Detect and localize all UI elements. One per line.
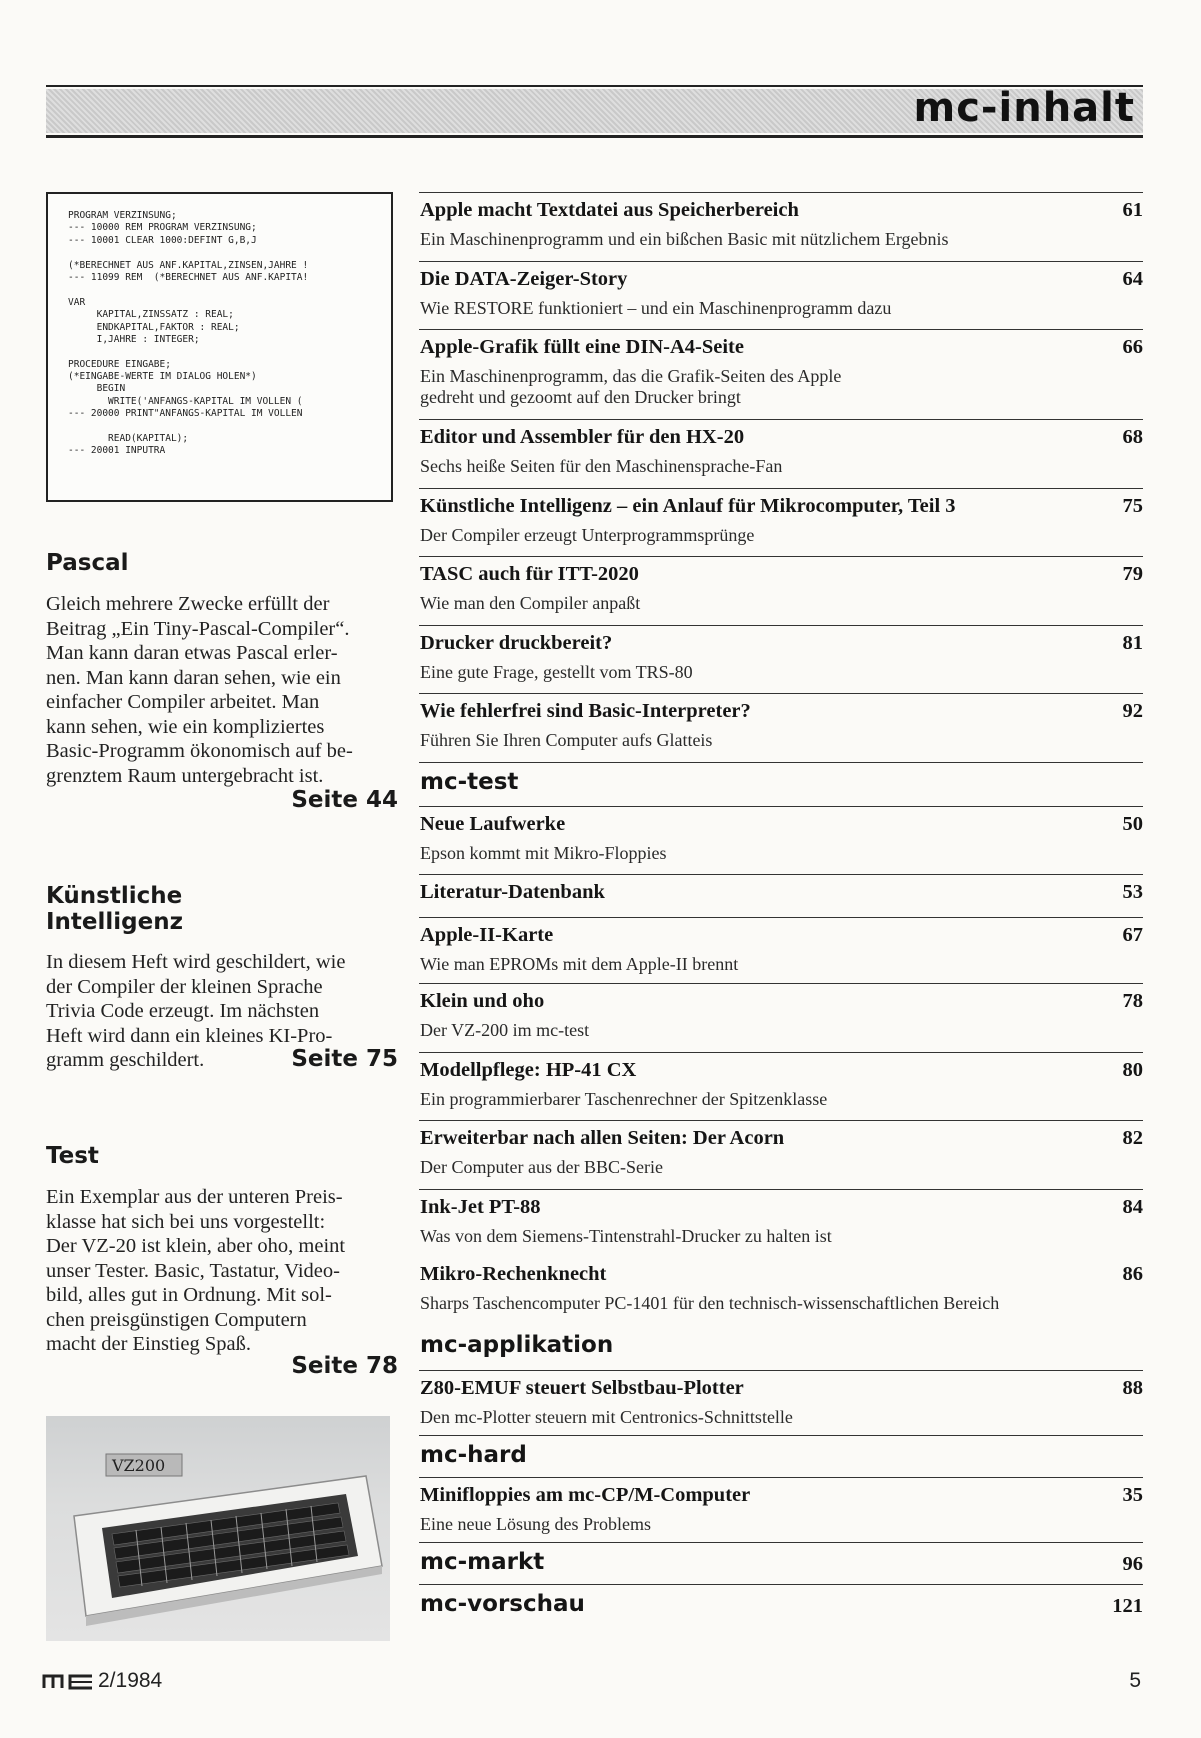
toc-subtitle: Führen Sie Ihren Computer aufs Glatteis xyxy=(420,730,713,750)
toc-page: 96 xyxy=(1122,1552,1143,1575)
ki-teaser xyxy=(46,950,398,1073)
toc-entry[interactable] xyxy=(419,261,1143,330)
code-line: --- 20000 PRINT"ANFANGS-KAPITAL IM VOLLEN xyxy=(68,408,303,420)
toc-subtitle: Sechs heiße Seiten für den Maschinensprache-Fan xyxy=(420,456,783,476)
toc-page: 64 xyxy=(1122,267,1143,290)
toc-title[interactable]: Apple macht Textdatei aus Speicherbereich xyxy=(420,199,799,221)
toc-section-mc-applikation xyxy=(419,1326,1143,1370)
teaser-line: gramm geschildert. xyxy=(46,1049,205,1071)
toc-subtitle: Der Compiler erzeugt Unterprogrammsprünge xyxy=(420,524,755,545)
teaser-line: der Compiler der kleinen Sprache xyxy=(46,975,323,998)
toc-title[interactable]: Editor und Assembler für den HX-20 xyxy=(420,426,745,448)
code-line: --- 20001 INPUTRA xyxy=(68,445,166,457)
toc-subtitle xyxy=(420,366,1100,408)
code-line: KAPITAL,ZINSSATZ : REAL; xyxy=(68,309,234,321)
code-line: (*EINGABE-WERTE IM DIALOG HOLEN*) xyxy=(68,371,257,383)
toc-subtitle: Ein programmierbarer Taschenrechner der Spitzenklasse xyxy=(420,1088,828,1109)
section-title: mc-vorschau xyxy=(420,1590,585,1617)
toc-page: 81 xyxy=(1122,631,1143,654)
teaser-line: bild, alles gut in Ordnung. Mit sol- xyxy=(46,1284,332,1306)
toc-page: 88 xyxy=(1122,1376,1143,1399)
toc-page: 35 xyxy=(1122,1483,1143,1506)
toc-entry[interactable] xyxy=(419,1477,1143,1542)
code-line: I,JAHRE : INTEGER; xyxy=(68,333,200,345)
test-teaser xyxy=(46,1185,398,1379)
toc-page: 80 xyxy=(1122,1058,1143,1081)
toc-title[interactable]: Mikro-Rechenknecht xyxy=(420,1263,607,1285)
test-page-ref[interactable]: Seite 78 xyxy=(291,1353,398,1379)
code-line: (*BERECHNET AUS ANF.KAPITAL,ZINSEN,JAHRE ! xyxy=(68,259,309,271)
code-line xyxy=(68,346,381,358)
toc-page: 50 xyxy=(1122,812,1143,835)
section-title: mc-applikation xyxy=(420,1331,614,1358)
teaser-line: unser Tester. Basic, Tastatur, Video- xyxy=(46,1259,340,1282)
toc-title[interactable]: Neue Laufwerke xyxy=(420,812,566,835)
teaser-line: Heft wird dann ein kleines KI-Pro- xyxy=(46,1024,333,1047)
toc-section-mc-hard xyxy=(419,1435,1143,1477)
toc-entry[interactable] xyxy=(419,1257,1143,1326)
toc-title[interactable]: Literatur-Datenbank xyxy=(420,881,605,903)
code-line: --- 10000 REM PROGRAM VERZINSUNG; xyxy=(68,222,257,234)
teaser-line: Beitrag „Ein Tiny-Pascal-Compiler“. xyxy=(46,617,350,640)
toc-page: 78 xyxy=(1122,990,1143,1012)
toc-page: 61 xyxy=(1122,199,1143,221)
teaser-line: Man kann daran etwas Pascal erler- xyxy=(46,642,338,664)
toc-section-mc-vorschau[interactable] xyxy=(419,1584,1143,1626)
test-heading: Test xyxy=(46,1143,99,1169)
toc-subtitle: Eine neue Lösung des Problems xyxy=(420,1513,651,1534)
toc-title[interactable]: Drucker druckbereit? xyxy=(420,631,613,654)
section-title: mc-markt xyxy=(420,1548,545,1575)
toc-entry[interactable] xyxy=(419,488,1143,557)
toc-entry[interactable] xyxy=(419,556,1143,625)
teaser-line: nen. Man kann daran sehen, wie ein xyxy=(46,666,341,689)
toc-page: 92 xyxy=(1122,700,1143,722)
toc-title[interactable]: Erweiterbar nach allen Seiten: Der Acorn xyxy=(420,1127,785,1149)
toc-page: 86 xyxy=(1122,1263,1143,1285)
toc-title[interactable]: Apple-II-Karte xyxy=(420,924,554,946)
vz200-photo xyxy=(46,1416,390,1641)
toc-page: 84 xyxy=(1122,1195,1143,1218)
toc-page: 121 xyxy=(1112,1594,1143,1617)
teaser-line: Gleich mehrere Zwecke erfüllt der xyxy=(46,593,330,615)
footer-page-number: 5 xyxy=(1129,1669,1141,1692)
toc-entry[interactable] xyxy=(419,419,1143,488)
toc-page: 53 xyxy=(1122,881,1143,903)
header-bar xyxy=(46,85,1143,133)
toc-title[interactable]: Künstliche Intelligenz – ein Anlauf für Mikrocomputer, Teil 3 xyxy=(420,494,956,517)
toc-section-mc-markt[interactable] xyxy=(419,1542,1143,1584)
teaser-line: Der VZ-20 ist klein, aber oho, meint xyxy=(46,1235,346,1257)
pascal-heading: Pascal xyxy=(46,550,129,576)
code-line xyxy=(68,421,381,433)
code-line: --- 11099 REM (*BERECHNET AUS ANF.KAPITA! xyxy=(68,271,309,283)
toc-subtitle: Wie man den Compiler anpaßt xyxy=(420,593,641,613)
pascal-teaser xyxy=(46,592,398,813)
vz200-label: VZ200 xyxy=(112,1456,166,1475)
toc-title[interactable]: Ink-Jet PT-88 xyxy=(420,1195,541,1218)
toc-entry[interactable] xyxy=(419,1120,1143,1189)
toc-page: 67 xyxy=(1122,924,1143,946)
toc-entry[interactable] xyxy=(419,806,1143,875)
toc-subtitle: Was von dem Siemens-Tintenstrahl-Drucker zu halten ist xyxy=(420,1225,832,1246)
toc-title[interactable]: Apple-Grafik füllt eine DIN-A4-Seite xyxy=(420,336,744,358)
header-bottom-rule xyxy=(46,135,1143,138)
code-line: WRITE('ANFANGS-KAPITAL IM VOLLEN ( xyxy=(68,395,303,407)
mc-logo-icon xyxy=(42,1672,96,1690)
toc-subtitle-line: Ein Maschinenprogramm, das die Grafik-Seiten des Apple xyxy=(420,366,842,386)
ki-heading-line-2: Intelligenz xyxy=(46,909,184,935)
code-line xyxy=(68,284,381,296)
teaser-line: kann sehen, wie ein kompliziertes xyxy=(46,715,325,738)
toc-subtitle: Den mc-Plotter steuern mit Centronics-Schnittstelle xyxy=(420,1406,793,1427)
toc-title[interactable]: Modellpflege: HP-41 CX xyxy=(420,1058,637,1081)
toc-title[interactable]: Klein und oho xyxy=(420,990,545,1012)
toc-entry[interactable] xyxy=(419,192,1143,261)
teaser-line: Basic-Programm ökonomisch auf be- xyxy=(46,740,353,762)
code-line: VAR xyxy=(68,296,86,308)
toc-entry[interactable] xyxy=(419,1189,1143,1258)
toc-entry[interactable] xyxy=(419,625,1143,694)
toc-subtitle: Epson kommt mit Mikro-Floppies xyxy=(420,842,667,863)
toc-subtitle: Wie man EPROMs mit dem Apple-II brennt xyxy=(420,954,739,974)
teaser-line: Trivia Code erzeugt. Im nächsten xyxy=(46,1000,320,1022)
toc-entry[interactable] xyxy=(419,1052,1143,1121)
teaser-line: In diesem Heft wird geschildert, wie xyxy=(46,951,346,973)
toc-title[interactable]: Z80-EMUF steuert Selbstbau-Plotter xyxy=(420,1376,744,1399)
teaser-line: macht der Einstieg Spaß. xyxy=(46,1333,251,1355)
code-line: PROGRAM VERZINSUNG; xyxy=(68,210,177,221)
code-line: --- 10001 CLEAR 1000:DEFINT G,B,J xyxy=(68,234,257,246)
toc-entry[interactable] xyxy=(419,983,1143,1052)
code-line: ENDKAPITAL,FAKTOR : REAL; xyxy=(68,321,240,333)
toc-page: 68 xyxy=(1122,426,1143,448)
toc-entry[interactable] xyxy=(419,1370,1143,1435)
teaser-line: einfacher Compiler arbeitet. Man xyxy=(46,691,320,713)
toc-subtitle-line: gedreht und gezoomt auf den Drucker bringt xyxy=(420,387,741,407)
toc-page: 66 xyxy=(1122,336,1143,358)
toc-section-mc-test xyxy=(419,762,1143,806)
toc-subtitle: Der Computer aus der BBC-Serie xyxy=(420,1157,663,1177)
vz200-computer-illustration xyxy=(46,1416,390,1641)
code-line xyxy=(68,247,381,259)
toc-entry[interactable] xyxy=(419,874,1143,917)
header-title: mc-inhalt xyxy=(913,85,1135,131)
toc-page: 82 xyxy=(1122,1127,1143,1149)
toc-page: 75 xyxy=(1122,494,1143,517)
toc-subtitle: Der VZ-200 im mc-test xyxy=(420,1020,590,1040)
toc-title[interactable]: TASC auch für ITT-2020 xyxy=(420,563,639,585)
toc-entry[interactable] xyxy=(419,917,1143,983)
toc-entry[interactable] xyxy=(419,329,1143,419)
ki-page-ref[interactable]: Seite 75 xyxy=(291,1046,398,1072)
toc-subtitle: Wie RESTORE funktioniert – und ein Maschinenprogramm dazu xyxy=(420,297,892,318)
code-line: READ(KAPITAL); xyxy=(68,433,189,445)
pascal-page-ref[interactable]: Seite 44 xyxy=(291,787,398,813)
toc-page: 79 xyxy=(1122,563,1143,585)
code-line: PROCEDURE EINGABE; xyxy=(68,358,171,370)
toc-subtitle: Eine gute Frage, gestellt vom TRS-80 xyxy=(420,661,693,682)
teaser-line: Ein Exemplar aus der unteren Preis- xyxy=(46,1186,343,1208)
toc-title[interactable]: Wie fehlerfrei sind Basic-Interpreter? xyxy=(420,700,751,722)
toc-title[interactable]: Die DATA-Zeiger-Story xyxy=(420,267,628,290)
table-of-contents xyxy=(419,192,1143,1626)
footer-issue: 2/1984 xyxy=(98,1669,163,1692)
teaser-line: chen preisgünstigen Computern xyxy=(46,1308,307,1331)
toc-entry[interactable] xyxy=(419,693,1143,762)
teaser-line: klasse hat sich bei uns vorgestellt: xyxy=(46,1210,326,1233)
section-title: mc-hard xyxy=(420,1441,527,1468)
section-title: mc-test xyxy=(420,768,519,795)
toc-subtitle: Sharps Taschencomputer PC-1401 für den technisch-wissenschaftlichen Bereich xyxy=(420,1293,1000,1313)
ki-heading-line-1: Künstliche xyxy=(46,883,183,909)
code-line: BEGIN xyxy=(68,383,126,395)
toc-title[interactable]: Minifloppies am mc-CP/M-Computer xyxy=(420,1483,751,1506)
code-listing-box xyxy=(46,192,393,502)
toc-subtitle: Ein Maschinenprogramm und ein bißchen Basic mit nützlichem Ergebnis xyxy=(420,229,949,249)
teaser-line: grenztem Raum untergebracht ist. xyxy=(46,764,324,787)
